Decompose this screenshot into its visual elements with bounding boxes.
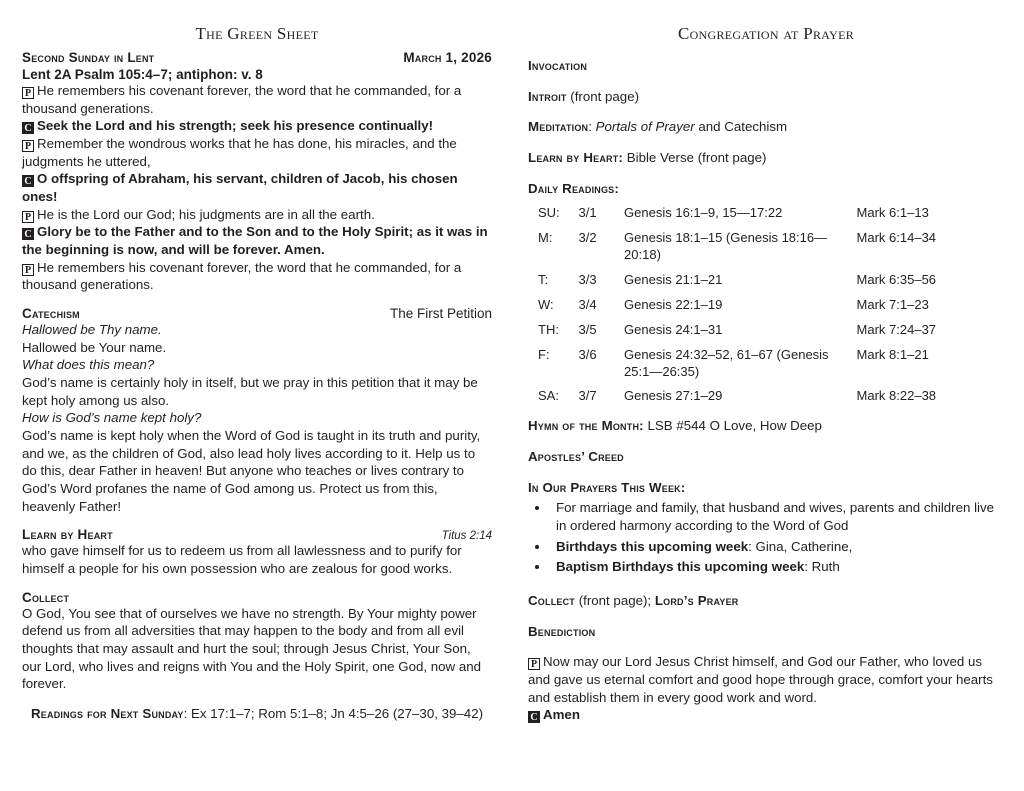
learn-by-heart-value: Bible Verse (front page) — [623, 150, 767, 166]
pastor-mark-icon: P — [528, 658, 540, 670]
reading-nt: Mark 7:1–23 — [856, 296, 929, 312]
next-sunday-label: Readings for Next Sunday — [30, 706, 184, 722]
psalm-verse — [22, 170, 492, 205]
psalm-verse-text: He remembers his covenant forever, the word that he commanded, for a thousand generations. — [22, 259, 462, 293]
list-item — [550, 499, 1004, 534]
table-row — [528, 386, 988, 411]
lords-prayer-label: Lord’s Prayer — [654, 593, 739, 609]
congregation-title: Congregation at Prayer — [677, 24, 855, 43]
collect-text: O God, You see that of ourselves we have no strength. By Your mighty power defend us from all adversities that may happen to the body and from all evil thoughts that may assault and hurt the soul; through Jesus Christ, Your Son, our Lord, who lives and reigns with You and the Holy Spirit, one God, now and forever. — [22, 605, 482, 692]
meditation-sep: : — [588, 119, 596, 135]
psalm-verse-text: Seek the Lord and his strength; seek his presence continually! — [37, 118, 434, 134]
reading-date: 3/7 — [578, 388, 597, 404]
learn-by-heart-item — [528, 149, 1004, 167]
page-title: The Green Sheet — [195, 24, 319, 43]
meditation-label: Meditation — [528, 119, 589, 135]
service-header — [22, 50, 492, 65]
meditation-item — [528, 118, 1004, 136]
prayer-text: For marriage and family, that husband and wives, parents and children live in ordered harmony according to the Word of God — [556, 500, 995, 534]
reading-date: 3/4 — [578, 296, 597, 312]
reading-date: 3/1 — [578, 205, 597, 221]
reading-date: 3/5 — [578, 321, 597, 337]
learn-by-heart-text: who gave himself for us to redeem us from all lawlessness and to purify for himself a people for his own possession who are zealous for good works. — [22, 543, 462, 577]
reading-ot: Genesis 21:1–21 — [624, 272, 723, 288]
prayer-text: : Gina, Catherine, — [748, 538, 853, 554]
amen-text: Amen — [543, 707, 580, 723]
daily-readings-label: Daily Readings: — [528, 180, 620, 196]
collect-label: Collect — [528, 593, 575, 609]
psalm-verse-text: He is the Lord our God; his judgments are in all the earth. — [37, 206, 375, 222]
prayers-item — [528, 479, 1004, 497]
table-row — [528, 228, 988, 270]
psalm-verse — [22, 259, 492, 294]
benediction-label: Benediction — [528, 623, 596, 639]
right-column — [528, 0, 1004, 724]
collect-middle: (front page); — [575, 593, 655, 609]
prayer-bold: Baptism Birthdays this upcoming week — [556, 559, 805, 575]
introit-item — [528, 88, 1004, 106]
congregation-mark-icon: C — [22, 122, 34, 134]
table-row — [528, 345, 988, 387]
apostles-creed-label: Apostles’ Creed — [528, 449, 624, 465]
prayer-bold: Birthdays this upcoming week — [556, 538, 749, 554]
psalm-verse — [22, 82, 492, 117]
catechism-answer-2: God’s name is kept holy when the Word of God is taught in its truth and purity, and we, as the children of God, also lead holy lives according to it. Help us to do this, dear Father in heaven! But anyone who teaches or lives contrary to God’s Word profanes the name of God among us. Protect us from this, heavenly Father! — [22, 428, 481, 514]
reading-day: SU: — [538, 205, 560, 221]
reading-date: 3/2 — [578, 230, 597, 246]
reading-day: TH: — [538, 321, 559, 337]
introit-label: Introit — [528, 88, 567, 104]
psalm-verse — [22, 117, 492, 135]
invocation-item — [528, 57, 1004, 75]
hymn-value: LSB #544 O Love, How Deep — [643, 418, 822, 434]
psalm-verse — [22, 206, 492, 224]
reading-ot: Genesis 27:1–29 — [624, 388, 723, 404]
list-item — [550, 558, 1004, 576]
learn-by-heart-label: Learn by Heart: — [528, 150, 624, 166]
reading-day: M: — [538, 230, 553, 246]
left-column — [22, 0, 492, 723]
petition-modern: Hallowed be Your name. — [22, 339, 167, 355]
catechism-question-2: How is God’s name kept holy? — [22, 410, 202, 426]
pastor-mark-icon: P — [22, 87, 34, 99]
reading-day: SA: — [538, 388, 559, 404]
reading-ot: Genesis 18:1–15 (Genesis 18:16—20:18) — [624, 230, 828, 263]
learn-by-heart-reference: Titus 2:14 — [441, 530, 492, 543]
pastor-mark-icon: P — [22, 211, 34, 223]
daily-readings-table — [528, 203, 988, 411]
table-row — [528, 203, 988, 228]
prayers-label: In Our Prayers This Week: — [528, 479, 686, 495]
reading-nt: Mark 6:35–56 — [856, 272, 937, 288]
psalm-verse-text: Glory be to the Father and to the Son and to the Holy Spirit; as it was in the beginning is now, and will be forever. Amen. — [22, 224, 488, 258]
learn-by-heart-header — [22, 527, 492, 542]
reading-nt: Mark 8:1–21 — [856, 346, 929, 362]
petition-traditional: Hallowed be Thy name. — [22, 322, 162, 338]
prayers-list — [528, 499, 1004, 576]
congregation-mark-icon: C — [22, 175, 34, 187]
catechism-header — [22, 306, 492, 321]
reading-nt: Mark 7:24–37 — [856, 321, 937, 337]
table-row — [528, 270, 988, 295]
benediction-text-item — [528, 653, 1004, 706]
apostles-creed-item — [528, 448, 1004, 466]
reading-day: W: — [538, 296, 554, 312]
reading-date: 3/6 — [578, 346, 597, 362]
reading-nt: Mark 8:22–38 — [856, 388, 937, 404]
invocation-label: Invocation — [528, 58, 588, 73]
reading-ot: Genesis 24:32–52, 61–67 (Genesis 25:1—26:35) — [624, 346, 829, 379]
catechism-question-1: What does this mean? — [22, 357, 155, 373]
psalm-verse — [22, 223, 492, 258]
benediction-text: Now may our Lord Jesus Christ himself, and God our Father, who loved us and gave us eternal comfort and good hope through grace, comfort your hearts and establish them in every good work and word. — [528, 654, 993, 705]
amen-item — [528, 706, 1004, 724]
reading-ot: Genesis 16:1–9, 15—17:22 — [624, 205, 783, 221]
table-row — [528, 320, 988, 345]
next-sunday-text: Ex 17:1–7; Rom 5:1–8; Jn 4:5–26 (27–30, 39–42) — [191, 706, 484, 722]
pastor-mark-icon: P — [22, 264, 34, 276]
meditation-title: Portals of Prayer — [595, 119, 695, 135]
psalm-verse-text: He remembers his covenant forever, the word that he commanded, for a thousand generations. — [22, 83, 462, 116]
collect-heading: Collect — [22, 589, 70, 605]
hymn-item — [528, 417, 1004, 435]
psalm-verse-text: O offspring of Abraham, his servant, children of Jacob, his chosen ones! — [22, 171, 458, 205]
next-sunday-readings — [22, 705, 492, 723]
congregation-mark-icon: C — [22, 228, 34, 240]
meditation-tail: and Catechism — [694, 119, 788, 135]
list-item — [550, 538, 1004, 556]
psalm-verse — [22, 135, 492, 170]
prayer-text: : Ruth — [804, 559, 840, 575]
daily-readings-item — [528, 180, 1004, 198]
congregation-mark-icon: C — [528, 711, 540, 723]
introit-value: (front page) — [566, 88, 640, 104]
next-sunday-colon: : — [183, 706, 192, 722]
reading-nt: Mark 6:14–34 — [856, 230, 937, 246]
service-name: Second Sunday in Lent — [22, 50, 155, 65]
collect-line-item — [528, 592, 1004, 610]
reading-day: F: — [538, 346, 550, 362]
benediction-item — [528, 623, 1004, 641]
pastor-mark-icon: P — [22, 140, 34, 152]
reading-ot: Genesis 24:1–31 — [624, 321, 723, 337]
reading-nt: Mark 6:1–13 — [856, 205, 929, 221]
reading-ot: Genesis 22:1–19 — [624, 296, 723, 312]
table-row — [528, 295, 988, 320]
reading-date: 3/3 — [578, 272, 597, 288]
reading-day: T: — [538, 272, 549, 288]
catechism-heading: Catechism — [22, 306, 80, 322]
service-date: March 1, 2026 — [403, 50, 492, 65]
catechism-answer-1: God’s name is certainly holy in itself, but we pray in this petition that it may be kept holy among us also. — [22, 375, 478, 408]
psalm-reference: Lent 2A Psalm 105:4–7; antiphon: v. 8 — [22, 67, 263, 82]
hymn-label: Hymn of the Month: — [528, 418, 644, 434]
catechism-subject: The First Petition — [389, 306, 492, 322]
learn-by-heart-heading: Learn by Heart — [22, 527, 113, 543]
psalm-verse-text: Remember the wondrous works that he has done, his miracles, and the judgments he uttered, — [22, 136, 457, 169]
